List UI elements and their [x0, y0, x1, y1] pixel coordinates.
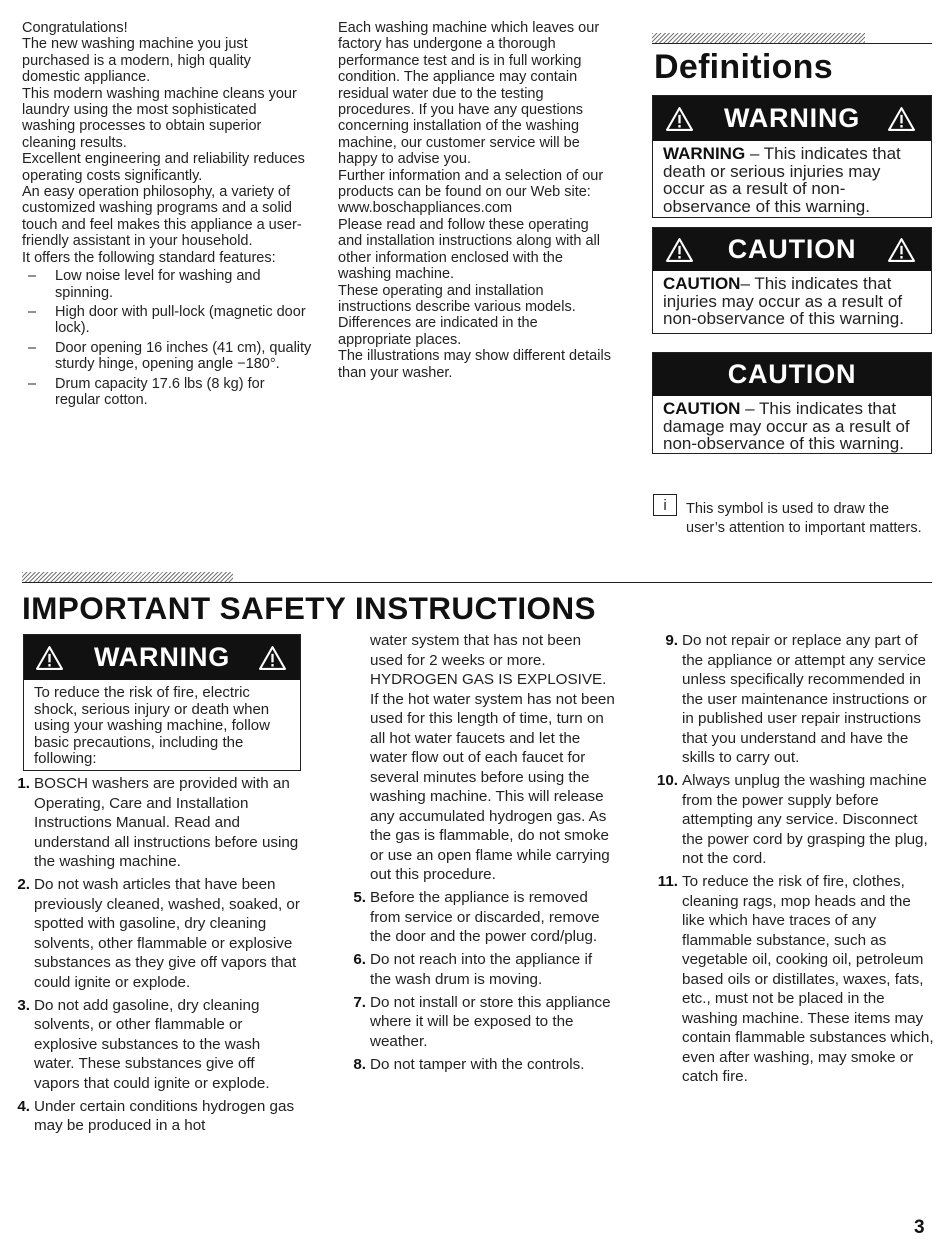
safety-list-column	[0, 774, 300, 1139]
info-note: This symbol is used to draw the user’s attention to important matters.	[686, 501, 922, 536]
intro-paragraph: Each washing machine which leaves our factory has undergone a thorough performance test and is in full working condition. The appliance may contain residual water due to the testing procedures. If you have any questions concerning installation of the washing machine, our customer service will be happy to advise you.	[338, 20, 600, 168]
item-text: Always unplug the washing machine from the power supply before attempting any service. Disconnect the power cord by grasping the plug, not the cord.	[682, 772, 928, 867]
caution-label: CAUTION	[727, 234, 857, 264]
warning-definition-text	[653, 141, 931, 215]
item-text: To reduce the risk of fire, clothes, cleaning rags, mop heads and the like which have traces of any flammable substance, such as vegetable oil, cooking oil, petroleum based oils or distillates, waxes, fats, etc., must not be placed in the washing machine. These items may contain flammable substances which, even after washing, may smoke or catch fire.	[682, 873, 934, 1085]
warning-description: – This indicates that death or serious injuries may occur as a result of non-observance of this warning.	[663, 144, 901, 216]
safety-title: IMPORTANT SAFETY INSTRUCTIONS	[22, 590, 596, 626]
item-number	[336, 631, 370, 885]
feature-item	[22, 340, 312, 373]
safety-item	[648, 771, 934, 869]
item-text: Do not add gasoline, dry cleaning solvents, or other flammable or explosive substances to the wash water. These substances give off vapors that could ignite or explode.	[34, 996, 270, 1092]
dash-marker: –	[28, 303, 37, 320]
intro-column-2	[338, 20, 613, 381]
dash-marker: –	[28, 268, 37, 285]
intro-paragraph: The new washing machine you just purchased is a modern, high quality domestic appliance.	[22, 36, 251, 86]
safety-item	[336, 1055, 616, 1075]
feature-item	[22, 304, 312, 337]
warning-bar	[653, 96, 931, 141]
info-icon: i	[653, 494, 677, 516]
intro-paragraph: Please read and follow these operating and installation instructions along with all other information enclosed with the washing machine.	[338, 216, 600, 283]
safety-warning-box	[23, 634, 301, 771]
safety-item	[336, 888, 616, 947]
intro-paragraph: It offers the following standard features:	[22, 249, 276, 266]
item-text: Do not tamper with the controls.	[370, 1055, 585, 1073]
caution-term: CAUTION	[663, 399, 741, 418]
warning-label: WARNING	[723, 103, 861, 133]
safety-item-continued	[336, 631, 616, 885]
intro-paragraph: Excellent engineering and reliability reduces operating costs significantly.	[22, 151, 305, 184]
dash-marker: –	[28, 339, 37, 356]
item-number: 11.	[657, 873, 678, 890]
section-rule	[22, 582, 932, 583]
safety-item	[0, 875, 300, 992]
dash-marker: –	[28, 375, 37, 392]
warning-triangle-icon	[36, 645, 63, 670]
item-number: 3.	[17, 996, 30, 1014]
warning-triangle-icon	[888, 237, 915, 262]
caution-bar	[653, 228, 931, 271]
item-number: 4.	[17, 1097, 30, 1115]
warning-term: WARNING	[663, 144, 746, 163]
caution-description: – This indicates that damage may occur as a result of non-observance of this warning.	[663, 399, 910, 453]
item-text: Under certain conditions hydrogen gas may be produced in a hot	[34, 1097, 295, 1134]
intro-paragraph: An easy operation philosophy, a variety of customized washing programs and a solid touch and feel makes this appliance a user-friendly assistant in your household.	[22, 184, 302, 250]
item-text: BOSCH washers are provided with an Operating, Care and Installation Instructions Manual. Read and understand all instructions before using the washing machine.	[34, 775, 299, 870]
intro-column	[22, 20, 312, 408]
caution-label: CAUTION	[727, 359, 857, 389]
warning-label: WARNING	[93, 642, 231, 672]
caution-definition-text	[653, 396, 931, 453]
intro-paragraph: These operating and installation instructions describe various models. Differences are indicated in the appropriate places.	[338, 282, 576, 348]
item-text: Do not wash articles that have been previously cleaned, washed, soaked, or spotted with gasoline, dry cleaning solvents, other flammable or explosive substances as they give off vapors that could ignite or explode.	[34, 876, 300, 991]
item-number: 1.	[17, 775, 30, 792]
safety-list-column-3	[648, 631, 934, 1090]
item-number: 2.	[17, 876, 30, 893]
safety-warning-text: To reduce the risk of fire, electric shock, serious injury or death when using your washing machine, follow basic precautions, including the following:	[34, 684, 270, 767]
safety-item	[336, 950, 616, 989]
feature-text: Door opening 16 inches (41 cm), quality sturdy hinge, opening angle −180°.	[55, 339, 312, 373]
definitions-title: Definitions	[654, 48, 833, 86]
intro-paragraph: Congratulations!	[22, 20, 128, 36]
page-number: 3	[914, 1217, 925, 1238]
item-number: 9.	[665, 632, 678, 649]
item-text: water system that has not been used for 2 weeks or more. HYDROGEN GAS IS EXPLOSIVE. If the hot water system has not been used for this length of time, turn on all hot water faucets and let the water flow out of each faucet for several minutes before using the washing machine. This will release any accumulated hydrogen gas. As the gas is flammable, do not smoke or use an open flame while carrying out this procedure.	[370, 632, 615, 883]
safety-item	[648, 631, 934, 768]
section-rule	[652, 43, 932, 44]
item-text: Do not reach into the appliance if the wash drum is moving.	[370, 951, 593, 988]
caution-term: CAUTION	[663, 274, 741, 293]
feature-text: Low noise level for washing and spinning.	[55, 268, 261, 301]
item-number: 5.	[353, 889, 366, 906]
safety-item	[0, 774, 300, 872]
intro-paragraph: This modern washing machine cleans your laundry using the most sophisticated washing processes to obtain superior cleaning results.	[22, 85, 297, 151]
warning-triangle-icon	[666, 237, 693, 262]
item-number: 6.	[353, 951, 366, 968]
item-number: 8.	[353, 1055, 366, 1073]
caution-damage-definition-box	[652, 352, 932, 454]
warning-triangle-icon	[666, 106, 693, 131]
item-text: Do not repair or replace any part of the appliance or attempt any service unless specifically recommended in the user maintenance instructions or in published user repair instructions that you understand and have the skills to carry out.	[682, 632, 927, 766]
item-text: Before the appliance is removed from service or discarded, remove the door and the power cord/plug.	[370, 889, 600, 945]
caution-definition-text	[653, 271, 931, 328]
safety-item	[336, 993, 616, 1052]
caution-description: – This indicates that injuries may occur as a result of non-observance of this warning.	[663, 274, 904, 328]
warning-definition-box	[652, 95, 932, 218]
warning-triangle-icon	[259, 645, 286, 670]
safety-item	[648, 872, 934, 1087]
safety-item	[0, 996, 300, 1094]
caution-bar	[653, 353, 931, 396]
feature-text: High door with pull-lock (magnetic door lock).	[55, 303, 306, 337]
feature-text: Drum capacity 17.6 lbs (8 kg) for regular cotton.	[55, 375, 265, 408]
item-number: 10.	[656, 772, 678, 789]
feature-item	[22, 376, 312, 409]
intro-paragraph: The illustrations may show different details than your washer.	[338, 348, 611, 381]
warning-triangle-icon	[888, 106, 915, 131]
warning-bar	[24, 635, 300, 680]
feature-item	[22, 268, 312, 301]
safety-list-column-2	[336, 631, 616, 1078]
caution-definition-box	[652, 227, 932, 334]
intro-paragraph: Further information and a selection of our products can be found on our Web site: www.boschappliances.com	[338, 167, 604, 217]
item-text: Do not install or store this appliance where it will be exposed to the weather.	[370, 993, 611, 1050]
safety-item	[0, 1097, 300, 1136]
item-number: 7.	[353, 993, 366, 1011]
